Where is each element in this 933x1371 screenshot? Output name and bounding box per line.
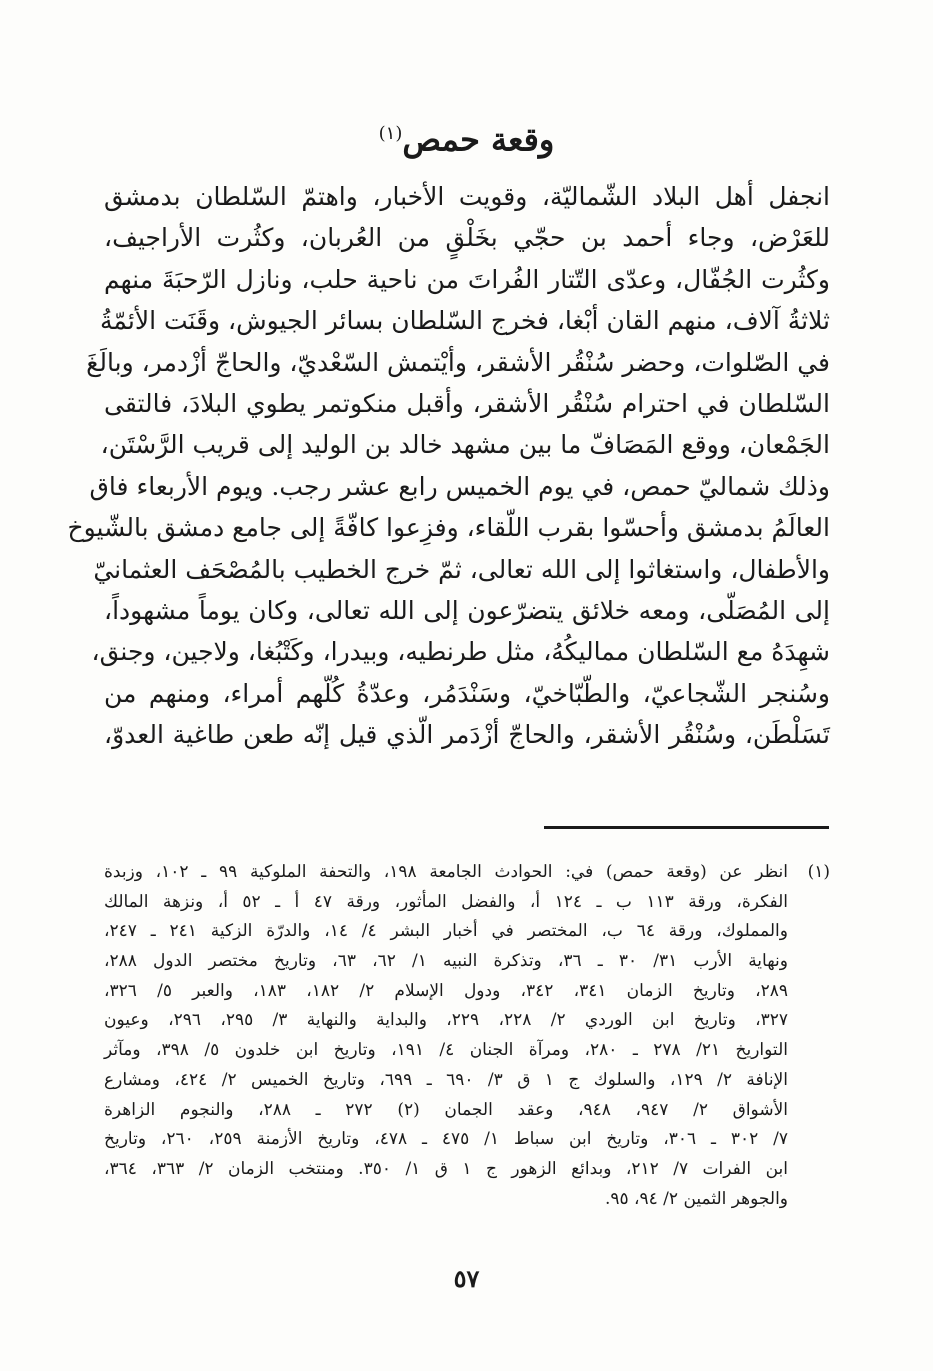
text-line: انجفل أهل البلاد الشّماليّة، وقويت الأخبار، واهتمّ السّلطان بدمشق [104,182,830,211]
page-number: ٥٧ [453,1264,480,1293]
footnote-line: الأشواق ٢/ ٩٤٧، ٩٤٨، وعقد الجمان (٢) ٢٧٢ ـ ٢٨٨، والنجوم الزاهرة [104,1099,789,1120]
footnote-line: الإنافة ٢/ ١٢٩، والسلوك ج ١ ق ٣/ ٦٩٠ ـ ٦٩٩، وتاريخ الخميس ٢/ ٤٢٤، ومشارع [104,1069,788,1090]
heading-footnote-ref: (١) [378,123,403,144]
text-line: السّلطان في احترام سُنْقُر الأشقر، وأقبل منكوتمر يطوي البلادَ، فالتقى [104,388,830,418]
text-line: شهِدَهُ مع السّلطان مماليكُهُ، مثل طرنطيه، وبيدرا، وكَتْبُغا، ولاجين، وجنق، [91,637,830,667]
footnote-line: انظر عن (وقعة حمص) في: الحوادث الجامعة ١٩٨، والتحفة الملوكية ٩٩ ـ ١٠٢، وزبدة [104,862,788,882]
footnote-line: ونهاية الأرب ٣١/ ٣٠ ـ ٣٦، وتذكرة النبيه ١/ ٦٢، ٦٣، وتاريخ مختصر الدول ٢٨٨، [104,951,788,972]
footnote-line: ٧/ ٣٠٢ ـ ٣٠٦، وتاريخ ابن سباط ١/ ٤٧٥ ـ ٤٧٨، وتاريخ الأزمنة ٢٥٩، ٢٦٠، وتاريخ [104,1129,788,1150]
text-line: للعَرْض، وجاء أحمد بن حجّي بخَلْقٍ من العُربان، وكثُرت الأراجيف، [104,223,830,253]
footnote-separator [544,826,829,829]
text-line: الجَمْعان، ووقع المَصَافّ ما بين مشهد خالد بن الوليد إلى قريب الرَّسْتَن، [100,430,830,460]
footnote-marker: (١) [807,862,830,882]
chapter-heading [0,112,933,162]
text-line: وذلك شماليّ حمص، في يوم الخميس رابع عشر رجب. ويوم الأربعاء فاق [89,471,830,501]
text-line: ثلاثةُ آلاف، منهم القان أبْغا، فخرج السّلطان بسائر الجيوش، وقَنَت الأئمّةُ [100,306,830,336]
footnote-line: الفكرة، ورقة ١١٣ ب ـ ١٢٤ أ، والفضل المأثور، ورقة ٤٧ أ ـ ٥٢ أ، ونزهة المالك [104,891,788,912]
footnote-line: والجوهر الثمين ٢/ ٩٤، ٩٥. [604,1188,788,1209]
footnote-line: التواريخ ٢١/ ٢٧٨ ـ ٢٨٠، ومرآة الجنان ٤/ ١٩١، وتاريخ ابن خلدون ٥/ ٣٩٨، ومآثر [104,1040,788,1061]
heading-title: وقعة حمص [402,120,555,159]
footnote-line: ٢٨٩، وتاريخ الزمان ٣٤١، ٣٤٢، ودول الإسلام ٢/ ١٨٢، ١٨٣، والعبر ٥/ ٣٢٦، [104,980,789,1001]
footnote-line: ٣٢٧، وتاريخ ابن الوردي ٢/ ٢٢٨، ٢٢٩، والبداية والنهاية ٣/ ٢٩٥، ٢٩٦، وعيون [104,1010,789,1031]
main-text [67,176,830,755]
text-line: إلى المُصَلّى، ومعه خلائق يتضرّعون إلى الله تعالى، وكان يوماً مشهوداً، [104,595,830,625]
text-line: في الصّلوات، وحضر سُنْقُر الأشقر، وأيْتمش السّعْديّ، والحاجّ أزْدمر، وبالَغَ [86,347,830,377]
text-line: والأطفال، واستغاثوا إلى الله تعالى، ثمّ خرج الخطيب بالمُصْحَف العثمانيّ [93,554,830,584]
text-line: العالَمُ بدمشق وأحسّوا بقرب اللّقاء، وفزِعوا كافّةً إلى جامع دمشق بالشّيوخ [67,513,830,543]
footnote-text [104,858,788,1214]
text-line: تَسَلْطَن، وسُنْقُر الأشقر، والحاجّ أزْدَمر الّذي قيل إنّه طعن طاغية العدوّ، [104,720,830,750]
text-line: وسُنجر الشّجاعيّ، والطّبّاخيّ، وسَنْدَمُر، وعدّةُ كُلّهم أمراء، ومنهم من [104,678,830,708]
footnote-line: ابن الفرات ٧/ ٢١٢، وبدائع الزهور ج ١ ق ١/ ٣٥٠. ومنتخب الزمان ٢/ ٣٦٣، ٣٦٤، [104,1158,788,1179]
text-line: وكثُرت الجُفّال، وعدّى التّتار الفُراتَ من ناحية حلب، ونازل الرّحبَةَ منهم [104,264,830,294]
footnote-line: والمملوك، ورقة ٦٤ ب، المختصر في أخبار البشر ٤/ ١٤، والدرّة الزكية ٢٤١ ـ ٢٤٧، [104,921,788,942]
